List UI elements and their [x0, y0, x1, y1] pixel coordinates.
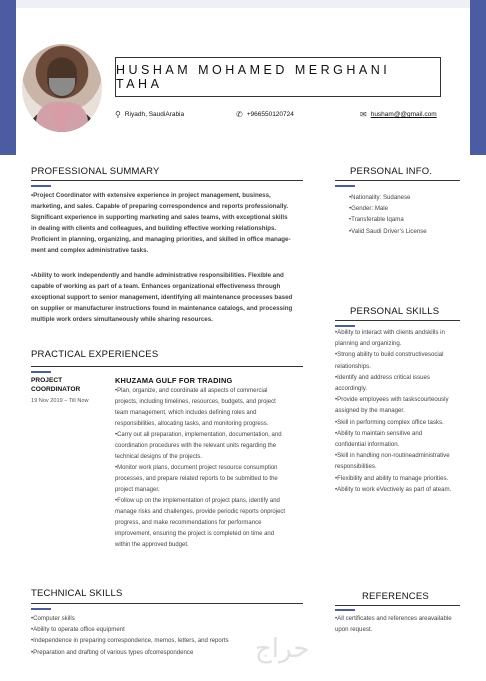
summary-title: PROFESSIONAL SUMMARY	[31, 166, 160, 177]
watermark-logo: حراج	[255, 634, 310, 664]
job-role: PROJECT COORDINATOR	[31, 377, 81, 393]
email-link[interactable]: husham@@gmail.com	[370, 111, 437, 118]
name-box	[115, 57, 441, 97]
references-accent	[335, 609, 355, 611]
list-item: •Computer skills	[31, 615, 75, 622]
personal-info-accent	[335, 185, 355, 187]
list-item: •Transferable Iqama	[349, 216, 404, 224]
location-contact	[115, 110, 184, 119]
list-item: •Preparation and drafting of various types ofcorrespondence	[31, 648, 194, 656]
left-accent-strip	[0, 0, 16, 155]
references-text: •All certificates and references areavailable upon request.	[335, 615, 452, 634]
experience-rule	[31, 366, 303, 367]
list-item: •Gender: Male	[349, 205, 389, 213]
personal-info-list	[349, 192, 427, 237]
references-rule	[335, 605, 460, 606]
experience-accent	[31, 371, 51, 373]
personal-skills-list: •Ability to interact with clients andskills in planning and organizing. •Strong ability to build constructivesocial relationships. •Identify and address critical issues accordingly. •Provide employees with taskscourteously assigned by the manager. •Skill in performing complex office tasks. •Ability to maintain sensitive and confidential information. •Skill in handling non-routineadministrative responsibilities. •Flexibility and ability to manage priorities. •Ability to work eVectively as part of ateam.	[335, 329, 452, 493]
list-item: •Nationality: Sudanese	[349, 194, 411, 201]
company-name: KHUZAMA GULF FOR TRADING	[115, 376, 233, 385]
top-strip	[0, 0, 486, 8]
summary-accent	[31, 185, 51, 187]
location-text: Riyadh, SaudiArabia	[124, 111, 185, 118]
personal-skills-title: PERSONAL SKILLS	[350, 306, 440, 317]
personal-info-rule	[335, 180, 460, 181]
phone-contact	[236, 110, 294, 119]
email-icon: ✉	[360, 110, 367, 119]
summary-rule	[31, 180, 303, 181]
list-item: •Independence in preparing correspondence, memos, letters, and reports	[31, 637, 229, 645]
experience-duties: •Plan, organize, and coordinate all aspects of commercial projects, including timelines, resources, budgets, and project team management, which includes defining roles and responsibilities, allocating tasks, and monitoring progress. •Carry out all preparation, implementation, documentation, and coordination procedures with the relevant units regarding the technical designs of the projects. •Monitor work plans, document project resource consumption processes, and prepare related reports to be submitted to the project manager. •Follow up on the implementation of project plans, identify and manage risks and challenges, provide periodic reports onproject progress, and make recommendations for performance improvement, ensuring the project is completed on time and within the approved budget.	[115, 388, 286, 548]
job-dates: 19 Nov 2019 – Till Now	[31, 398, 89, 404]
full-name: HUSHAM MOHAMED MERGHANI TAHA	[116, 63, 391, 91]
references-title: REFERENCES	[362, 591, 429, 602]
profile-photo	[22, 44, 102, 132]
technical-skills-title: TECHNICAL SKILLS	[31, 588, 123, 599]
phone-icon: ✆	[236, 110, 243, 119]
list-item: •Ability to operate office equipment	[31, 626, 125, 634]
experience-title: PRACTICAL EXPERIENCES	[31, 349, 159, 360]
personal-info-title: PERSONAL INFO.	[350, 166, 433, 177]
location-pin-icon: ⚲	[115, 110, 121, 119]
technical-skills-rule	[31, 603, 303, 604]
summary-paragraph-1: •Project Coordinator with extensive experience in project management, business, marketing, and sales. Capable of preparing correspondence and reports professionally. Significant experience in supporting marketing and sales teams, with exceptional skills in dealing with clients and colleagues, and building effective working relationships. Proficient in planning, organizing, and managing priorities, and skilled in office manage- ment and complex administrative tasks.	[31, 192, 291, 254]
email-contact[interactable]	[360, 110, 437, 119]
personal-skills-rule	[335, 320, 460, 321]
right-accent-strip	[470, 0, 486, 155]
list-item: •Valid Saudi Driver’s License	[349, 227, 427, 235]
summary-paragraph-2: •Ability to work independently and handle administrative responsibilities. Flexible and capable of working as part of a team. Enhances organizational effectiveness through exceptional support to senior management, identifying all maintenance processes based on supplier or manufacturer instructions found in maintenance catalogs, and processing multiple work orders simultaneously while sharing resources.	[31, 272, 293, 323]
technical-skills-accent	[31, 608, 51, 610]
phone-text: +966550120724	[246, 111, 294, 118]
